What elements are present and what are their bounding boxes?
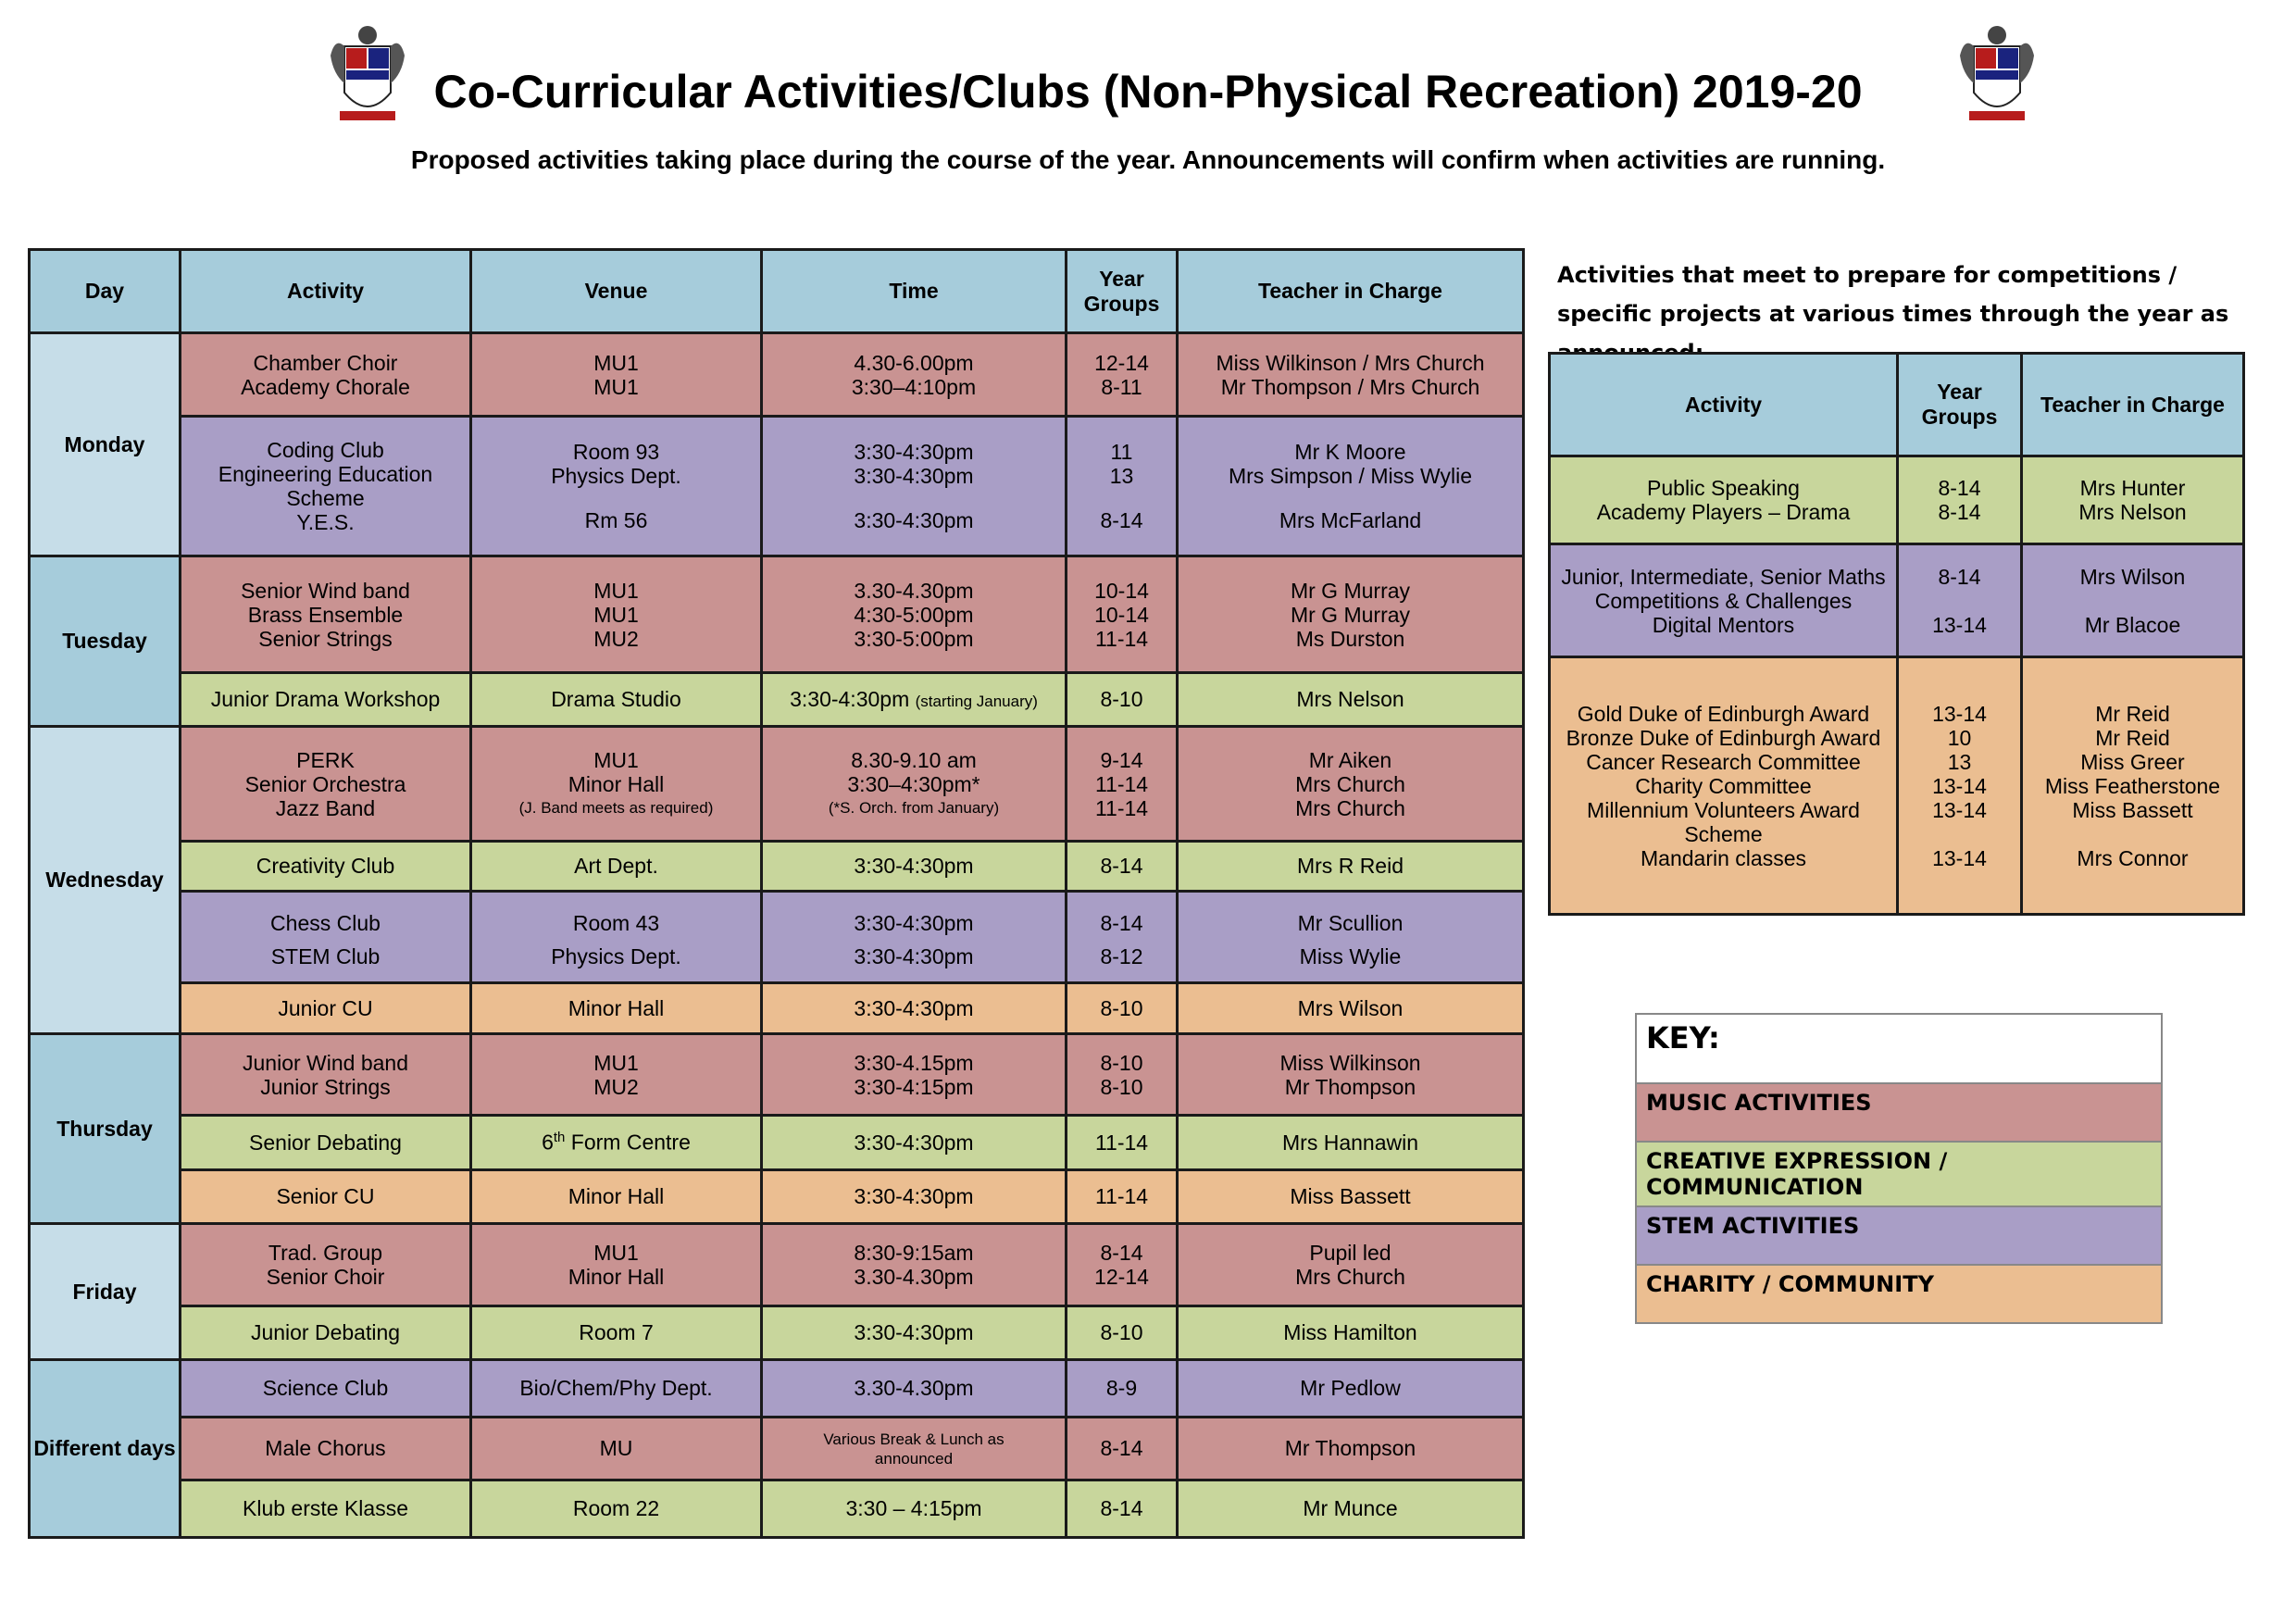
year-groups: 8-10 (1100, 1074, 1143, 1099)
page-title: Co-Curricular Activities/Clubs (Non-Physical Recreation) 2019-20 (433, 66, 1863, 118)
time: 4:30-5:00pm (854, 602, 974, 627)
table-row (30, 983, 1524, 1034)
activity-name: Male Chorus (181, 1418, 471, 1480)
teacher: Miss Bassett (2072, 797, 2193, 822)
activity-name: Junior CU (181, 983, 471, 1034)
day-cell-thursday: Thursday (30, 1034, 181, 1224)
teacher: Mr G Murray (1290, 578, 1411, 603)
schedule-header-row (30, 250, 1524, 333)
venue: Bio/Chem/Phy Dept. (471, 1360, 762, 1418)
teacher: Mr G Murray (1290, 602, 1411, 627)
venue: MU1 (593, 602, 639, 627)
venue: MU1 (593, 374, 639, 399)
venue: MU1 (593, 1050, 639, 1075)
year-groups: 12-14 (1094, 350, 1149, 375)
venue: Room 22 (471, 1480, 762, 1538)
activity-name: Junior Drama Workshop (181, 673, 471, 727)
table-row (1550, 657, 2244, 915)
schedule-table (28, 248, 1525, 1539)
teacher: Mr Thompson (1284, 1074, 1416, 1099)
activity-name: Junior Wind band (243, 1050, 408, 1075)
activity-name: Mandarin classes (1641, 845, 1806, 870)
teacher: Mrs Hunter (2079, 476, 2186, 500)
activity-name: Bronze Duke of Edinburgh Award (1566, 725, 1881, 750)
teacher: Mrs Church (1295, 1265, 1405, 1289)
day-cell-tuesday: Tuesday (30, 556, 181, 727)
venue: MU1 (593, 578, 639, 603)
column-header-activity: Activity (1550, 354, 1898, 456)
table-row (30, 1170, 1524, 1224)
activity-name: Chess Club (270, 911, 381, 935)
time: 3.30-4.30pm (762, 1360, 1067, 1418)
venue: MU2 (593, 626, 639, 651)
teacher: Miss Bassett (1178, 1170, 1524, 1224)
activity-name: Senior Debating (181, 1116, 471, 1170)
time: 3:30-4.15pm (854, 1050, 974, 1075)
time: 3:30-4:30pm (854, 911, 974, 935)
key-item-charity: CHARITY / COMMUNITY (1636, 1265, 2162, 1323)
activity-name: Y.E.S. (296, 510, 355, 534)
day-cell-friday: Friday (30, 1224, 181, 1360)
teacher: Mrs Connor (2077, 845, 2189, 870)
table-row (30, 892, 1524, 983)
table-row (30, 673, 1524, 727)
activity-name: Junior Debating (181, 1306, 471, 1360)
teacher: Miss Wilkinson (1279, 1050, 1421, 1075)
venue (471, 1116, 762, 1170)
teacher: Pupil led (1309, 1241, 1391, 1265)
table-row (30, 1116, 1524, 1170)
activity-name: Engineering Education Scheme (218, 462, 433, 510)
time-note: (*S. Orch. from January) (828, 798, 1000, 817)
activity-name: PERK (296, 747, 355, 772)
activity-name: Cancer Research Committee (1586, 749, 1861, 774)
table-row (30, 842, 1524, 892)
venue: Rm 56 (584, 508, 648, 532)
day-cell-monday: Monday (30, 333, 181, 556)
year-groups: 12-14 (1094, 1265, 1149, 1289)
year-groups: 8-10 (1067, 673, 1178, 727)
table-row (30, 1418, 1524, 1480)
activity-name: Charity Committee (1635, 773, 1812, 798)
time: 8:30-9:15am (854, 1241, 974, 1265)
time: Various Break & Lunch as announced (762, 1418, 1067, 1480)
key-item-creative: CREATIVE EXPRESSION / COMMUNICATION (1636, 1142, 2162, 1206)
table-row (30, 1480, 1524, 1538)
time-value: 3:30-4:30pm (790, 687, 910, 711)
year-groups: 13-14 (1932, 773, 1987, 798)
year-groups: 13-14 (1932, 701, 1987, 726)
time: 3.30-4.30pm (854, 1265, 974, 1289)
key-title: KEY: (1636, 1014, 2162, 1083)
time: 3:30–4:30pm* (847, 771, 980, 796)
venue-number: 6 (542, 1130, 554, 1155)
year-groups: 8-14 (1100, 1241, 1143, 1265)
time: 3:30-4:30pm (854, 508, 974, 532)
column-header-time: Time (762, 250, 1067, 333)
year-groups: 8-14 (1938, 476, 1981, 500)
time: 3:30-4:15pm (854, 1074, 974, 1099)
venue-note: (J. Band meets as required) (518, 798, 714, 817)
time: 8.30-9.10 am (851, 747, 977, 772)
year-groups: 8-14 (1938, 564, 1981, 589)
activity-name: Brass Ensemble (247, 602, 404, 627)
activity-name: STEM Club (270, 944, 381, 968)
venue: Room 43 (572, 911, 660, 935)
venue: Minor Hall (471, 983, 762, 1034)
column-header-year-groups: Year Groups (1898, 354, 2022, 456)
teacher: Mr Aiken (1308, 747, 1392, 772)
activity-name: Senior CU (181, 1170, 471, 1224)
teacher: Mr Blacoe (2084, 612, 2181, 637)
key-item-music: MUSIC ACTIVITIES (1636, 1083, 2162, 1142)
key-legend (1635, 1013, 2163, 1324)
year-groups: 8-12 (1100, 944, 1143, 968)
venue-name: Form Centre (565, 1130, 691, 1155)
time: 3:30-4:30pm (762, 983, 1067, 1034)
year-groups: 11-14 (1067, 1116, 1178, 1170)
year-groups: 9-14 (1100, 747, 1143, 772)
year-groups: 8-11 (1101, 374, 1142, 399)
activity-name: Academy Chorale (241, 374, 410, 399)
venue: MU2 (593, 1074, 639, 1099)
activity-name: Millennium Volunteers Award Scheme (1587, 797, 1860, 846)
time: 3:30 – 4:15pm (762, 1480, 1067, 1538)
teacher: Mr Reid (2095, 701, 2170, 726)
venue: Room 7 (471, 1306, 762, 1360)
teacher: Mrs Nelson (1178, 673, 1524, 727)
column-header-teacher: Teacher in Charge (2022, 354, 2244, 456)
time (762, 673, 1067, 727)
venue: Minor Hall (568, 1265, 665, 1289)
teacher: Ms Durston (1295, 626, 1405, 651)
time: 3:30-4:30pm (854, 440, 974, 464)
table-row (30, 1034, 1524, 1116)
page-subtitle: Proposed activities taking place during the course of the year. Announcements will confirm when activities are running. (410, 145, 1886, 174)
time: 3:30-4:30pm (762, 1116, 1067, 1170)
activity-name: Junior, Intermediate, Senior Maths Competitions & Challenges (1561, 564, 1886, 613)
activity-name: Chamber Choir (253, 350, 398, 375)
year-groups: 13-14 (1932, 797, 1987, 822)
year-groups: 8-14 (1067, 1480, 1178, 1538)
teacher: Mrs Wilson (1178, 983, 1524, 1034)
year-groups: 11-14 (1067, 1170, 1178, 1224)
venue: Art Dept. (471, 842, 762, 892)
teacher: Mr Pedlow (1178, 1360, 1524, 1418)
teacher: Mr Scullion (1297, 911, 1404, 935)
venue: MU1 (593, 350, 639, 375)
year-groups: 8-10 (1067, 1306, 1178, 1360)
venue: MU1 (593, 1241, 639, 1265)
time: 3:30-4:30pm (762, 842, 1067, 892)
activity-name: Senior Orchestra (244, 771, 406, 796)
year-groups: 8-14 (1067, 842, 1178, 892)
table-row (30, 1360, 1524, 1418)
year-groups: 8-9 (1067, 1360, 1178, 1418)
teacher: Mr Munce (1178, 1480, 1524, 1538)
time-note: (starting January) (915, 693, 1038, 710)
teacher: Mrs Wilson (2079, 564, 2186, 589)
activity-name: Senior Wind band (241, 578, 410, 603)
teacher: Mrs R Reid (1178, 842, 1524, 892)
column-header-year-groups: Year Groups (1067, 250, 1178, 333)
year-groups: 13 (1947, 749, 1972, 774)
venue: MU1 (593, 747, 639, 772)
table-row (30, 1306, 1524, 1360)
year-groups: 13-14 (1932, 612, 1987, 637)
column-header-teacher: Teacher in Charge (1178, 250, 1524, 333)
year-groups: 10-14 (1094, 602, 1149, 627)
teacher: Mrs Hannawin (1178, 1116, 1524, 1170)
year-groups: 8-14 (1100, 508, 1143, 532)
teacher: Miss Greer (2080, 749, 2185, 774)
teacher: Mr Thompson (1178, 1418, 1524, 1480)
table-row (30, 1224, 1524, 1306)
activity-name: Klub erste Klasse (181, 1480, 471, 1538)
activity-name: Coding Club (267, 438, 384, 462)
year-groups: 11-14 (1094, 626, 1149, 651)
competitions-table (1548, 352, 2245, 916)
day-cell-different-days: Different days (30, 1360, 181, 1538)
key-item-stem: STEM ACTIVITIES (1636, 1206, 2162, 1265)
year-groups: 13-14 (1932, 845, 1987, 870)
year-groups: 10-14 (1094, 578, 1149, 603)
time: 3.30-4.30pm (854, 578, 974, 603)
teacher: Mrs Church (1295, 795, 1405, 820)
activity-name: Jazz Band (275, 795, 376, 820)
time: 4.30-6.00pm (854, 350, 974, 375)
table-row (30, 417, 1524, 556)
teacher: Miss Wilkinson / Mrs Church (1216, 350, 1485, 375)
year-groups: 11 (1110, 440, 1133, 464)
venue: MU (471, 1418, 762, 1480)
activity-name: Gold Duke of Edinburgh Award (1577, 701, 1870, 726)
teacher: Mrs Simpson / Miss Wylie (1228, 464, 1473, 488)
year-groups: 8-14 (1938, 500, 1981, 524)
year-groups: 11-14 (1094, 795, 1149, 820)
venue: Minor Hall (568, 771, 665, 796)
teacher: Miss Featherstone (2044, 773, 2221, 798)
time: 3:30-4:30pm (854, 944, 974, 968)
column-header-venue: Venue (471, 250, 762, 333)
activity-name: Science Club (181, 1360, 471, 1418)
time: 3:30-4:30pm (762, 1306, 1067, 1360)
activity-name: Academy Players – Drama (1596, 500, 1851, 524)
table-row (30, 333, 1524, 417)
column-header-activity: Activity (181, 250, 471, 333)
activity-name: Junior Strings (260, 1074, 391, 1099)
day-cell-wednesday: Wednesday (30, 727, 181, 1034)
teacher: Miss Wylie (1299, 944, 1402, 968)
year-groups: 8-14 (1067, 1418, 1178, 1480)
venue: Minor Hall (471, 1170, 762, 1224)
competitions-header-row (1550, 354, 2244, 456)
year-groups: 11-14 (1094, 771, 1149, 796)
activity-name: Senior Choir (266, 1265, 385, 1289)
teacher: Mrs Church (1295, 771, 1405, 796)
teacher: Mr K Moore (1294, 440, 1406, 464)
table-row (1550, 544, 2244, 657)
teacher: Mr Thompson / Mrs Church (1220, 374, 1480, 399)
venue-suffix: th (553, 1130, 566, 1146)
activity-name: Senior Strings (258, 626, 393, 651)
teacher: Mrs Nelson (2078, 500, 2187, 524)
table-row (1550, 456, 2244, 544)
time: 3:30-5:00pm (854, 626, 974, 651)
venue: Physics Dept. (551, 464, 681, 488)
table-row (30, 727, 1524, 842)
activity-name: Creativity Club (181, 842, 471, 892)
teacher: Mrs McFarland (1279, 508, 1422, 532)
column-header-day: Day (30, 250, 181, 333)
activity-name: Trad. Group (268, 1241, 383, 1265)
table-row (30, 556, 1524, 673)
activity-name: Digital Mentors (1652, 612, 1795, 637)
venue: Drama Studio (471, 673, 762, 727)
teacher: Miss Hamilton (1178, 1306, 1524, 1360)
venue: Room 93 (572, 440, 660, 464)
competitions-intro: Activities that meet to prepare for competitions / specific projects at various times through the year as (1557, 262, 2229, 327)
year-groups: 8-10 (1067, 983, 1178, 1034)
year-groups: 8-10 (1100, 1050, 1143, 1075)
time: 3:30–4:10pm (851, 374, 977, 399)
venue: Physics Dept. (551, 944, 681, 968)
teacher: Mr Reid (2095, 725, 2170, 750)
year-groups: 13 (1109, 464, 1134, 488)
year-groups: 8-14 (1100, 911, 1143, 935)
activity-name: Public Speaking (1647, 476, 1800, 500)
time: 3:30-4:30pm (762, 1170, 1067, 1224)
time: 3:30-4:30pm (854, 464, 974, 488)
year-groups: 10 (1947, 725, 1972, 750)
